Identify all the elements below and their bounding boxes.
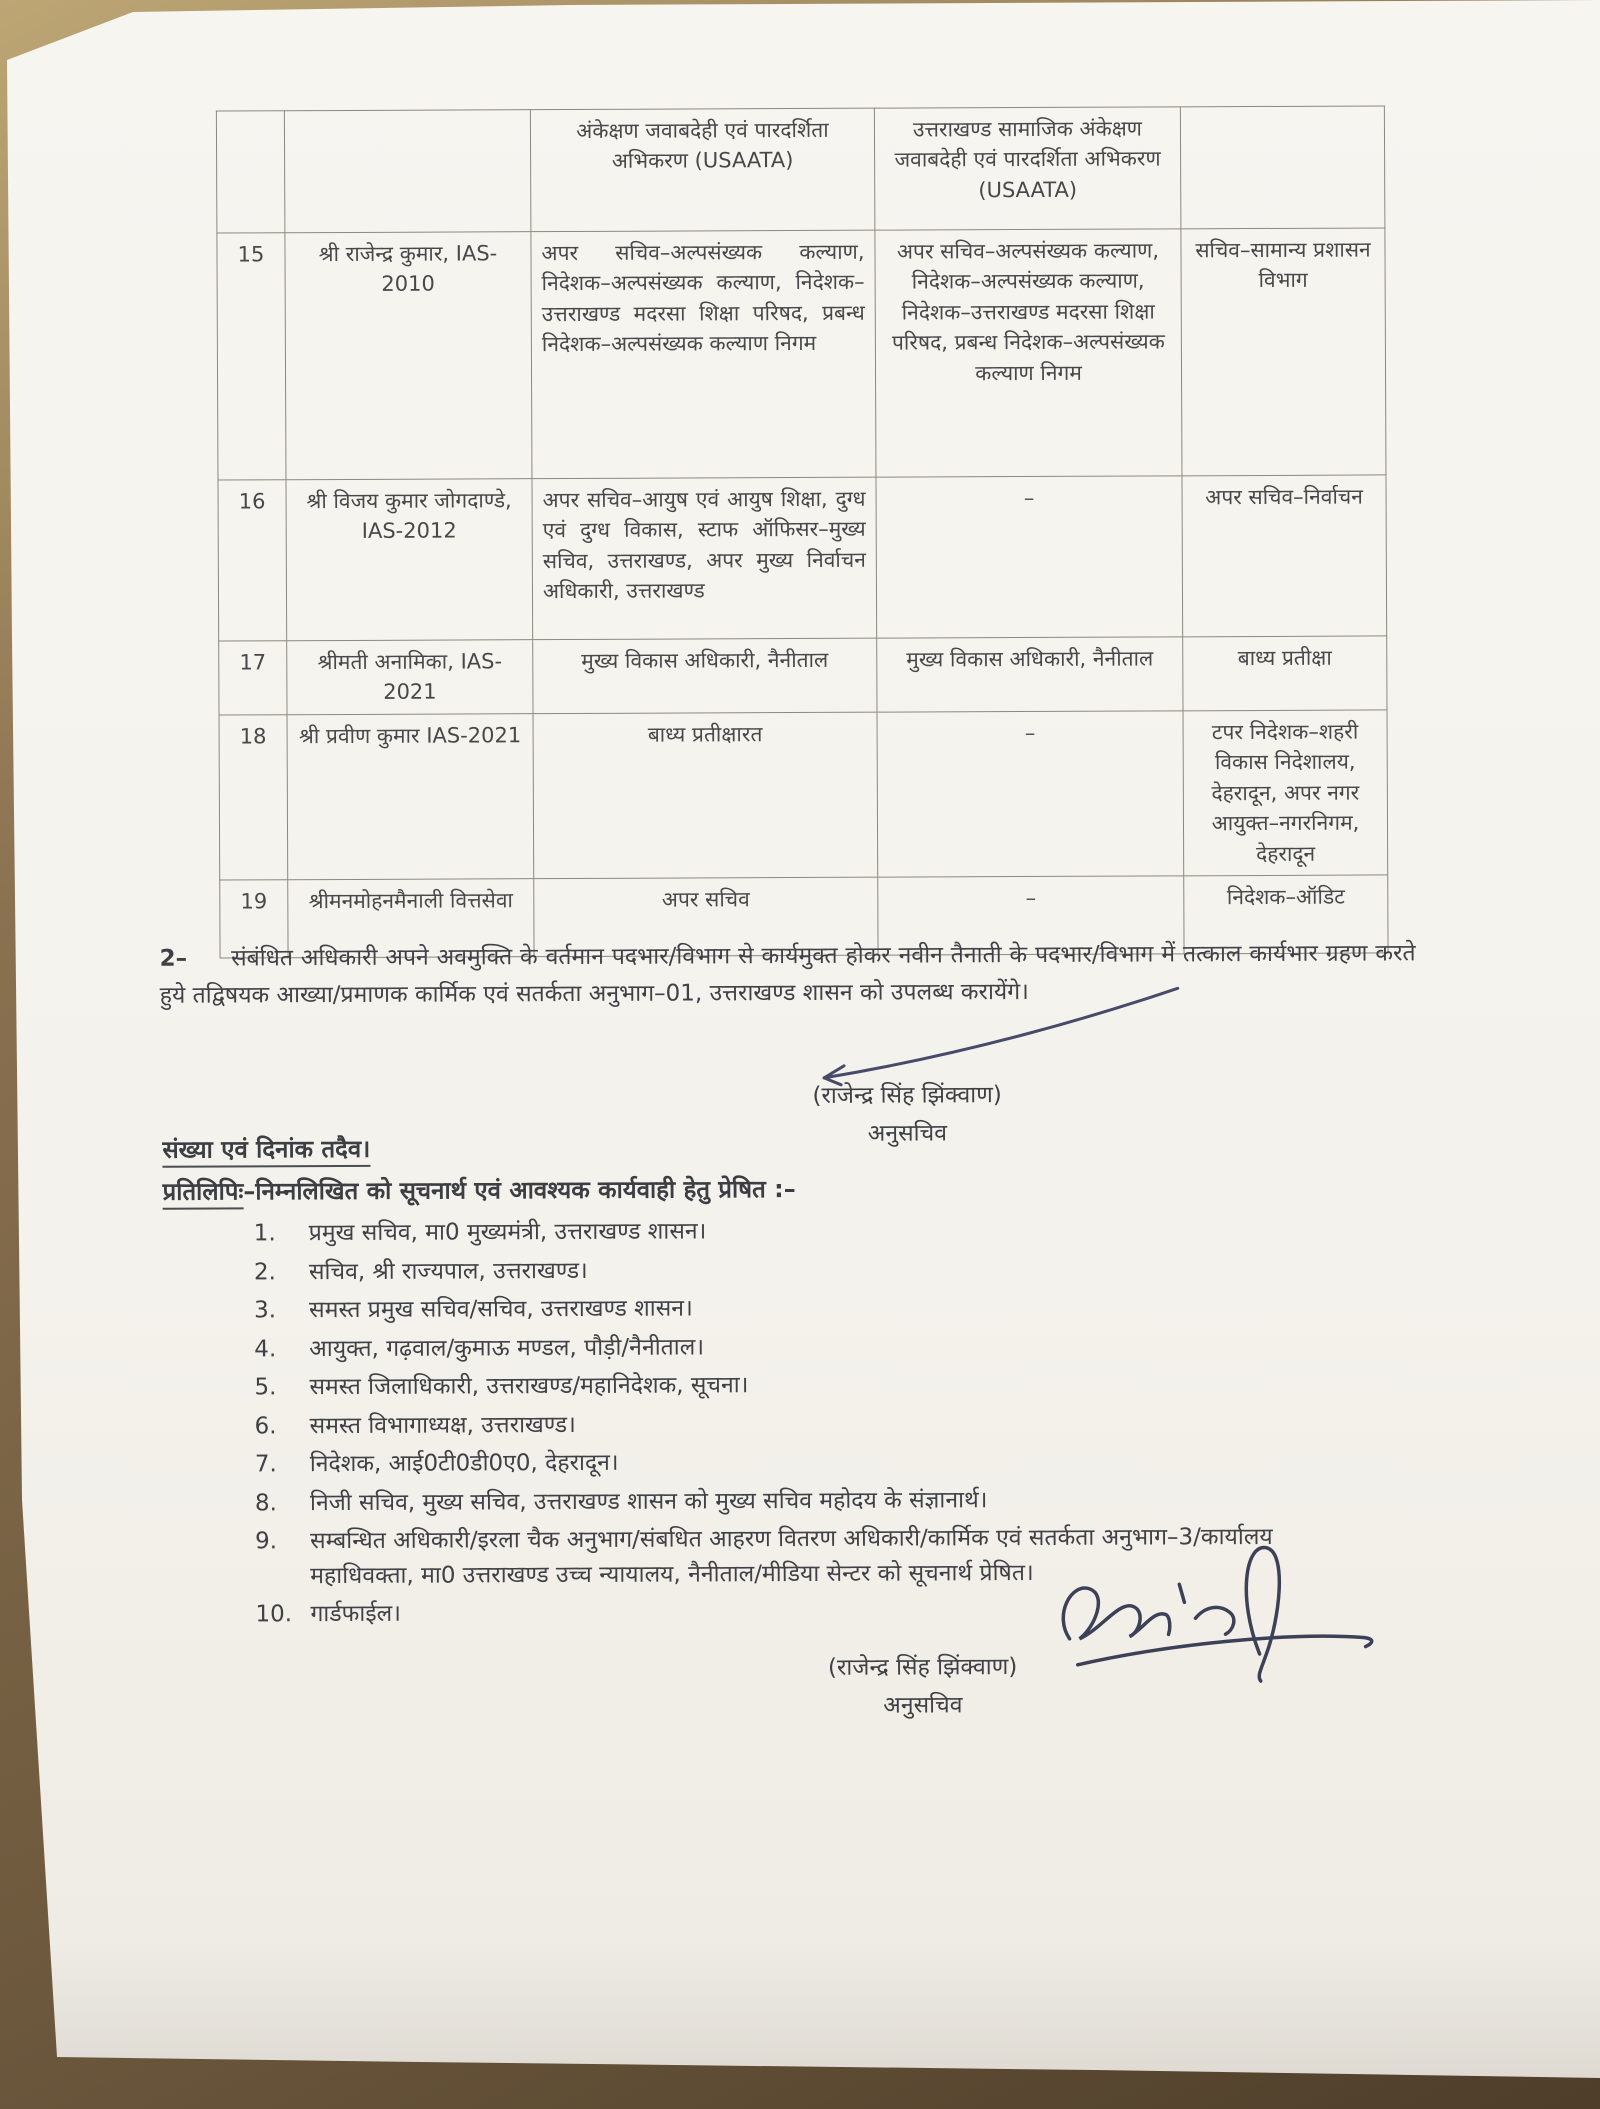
number-date-line: संख्या एवं दिनांक तदैव। bbox=[162, 1132, 370, 1166]
list-item: 5. समस्त जिलाधिकारी, उत्तराखण्ड/महानिदेशक, सूचना। bbox=[254, 1372, 749, 1401]
cell-serial: 17 bbox=[219, 641, 287, 715]
cell-serial bbox=[216, 111, 285, 233]
signatory-block-top bbox=[757, 1077, 1057, 1148]
cell-released-post: अपर सचिव–अल्पसंख्यक कल्याण, निदेशक–अल्पसंख्यक कल्याण, निदेशक–उत्तराखण्ड मदरसा शिक्षा परिषद, प्रबन्ध निदेशक–अल्पसंख्यक कल्याण निगम bbox=[875, 229, 1182, 477]
handwritten-signature bbox=[1047, 1525, 1378, 1686]
signatory-block-bottom bbox=[773, 1649, 1073, 1720]
list-item: 1. प्रमुख सचिव, मा0 मुख्यमंत्री, उत्तराखण्ड शासन। bbox=[253, 1218, 707, 1247]
cell-released-post: – bbox=[876, 476, 1183, 638]
list-item: 7. निदेशक, आई0टी0डी0ए0, देहरादून। bbox=[254, 1449, 619, 1478]
cell-released-post: मुख्य विकास अधिकारी, नैनीताल bbox=[877, 637, 1183, 712]
copy-to-rest: –निम्नलिखित को सूचनार्थ एवं आवश्यक कार्यवाही हेतु प्रेषित :– bbox=[243, 1175, 796, 1206]
list-item: 8. निजी सचिव, मुख्य सचिव, उत्तराखण्ड शासन को मुख्य सचिव महोदय के संज्ञानार्थ। bbox=[254, 1486, 988, 1516]
officer-transfer-table bbox=[216, 105, 1389, 958]
list-item: 3. समस्त प्रमुख सचिव/सचिव, उत्तराखण्ड शासन। bbox=[254, 1295, 693, 1324]
cell-current-post: अंकेक्षण जवाबदेही एवं पारदर्शिता अभिकरण (USAATA) bbox=[530, 108, 875, 231]
signatory-designation: अनुसचिव bbox=[867, 1120, 948, 1147]
signatory-name: (राजेन्द्र सिंह झिंक्वाण) bbox=[812, 1082, 1002, 1109]
cell-released-post: – bbox=[877, 711, 1184, 878]
cell-current-post: अपर सचिव–आयुष एवं आयुष शिक्षा, दुग्ध एवं दुग्ध विकास, स्टाफ ऑफिसर–मुख्य सचिव, उत्तराखण्ड, अपर मुख्य निर्वाचन अधिकारी, उत्तराखण्ड bbox=[532, 477, 877, 639]
cell-new-posting: बाध्य प्रतीक्षा bbox=[1183, 636, 1387, 711]
cell-serial: 18 bbox=[219, 715, 288, 880]
copy-to-heading bbox=[163, 1169, 1433, 1208]
cell-new-posting bbox=[1180, 106, 1385, 229]
cell-name bbox=[284, 110, 531, 233]
cell-released-post: – bbox=[878, 876, 1184, 955]
paragraph-text: संबंधित अधिकारी अपने अवमुक्ति के वर्तमान पदभार/विभाग से कार्यमुक्त होकर नवीन तैनाती के पदभार/विभाग में तत्काल कार्यभार ग्रहण करते हुये तद्विषयक आख्या/प्रमाणक कार्मिक एवं सतर्कता अनुभाग–01, उत्तराखण्ड शासन को उपलब्ध करायेंगे। bbox=[159, 940, 1416, 1009]
list-item: 4. आयुक्त, गढ़वाल/कुमाऊ मण्डल, पौड़ी/नैनीताल। bbox=[254, 1333, 705, 1362]
cell-current-post: बाध्य प्रतीक्षारत bbox=[533, 712, 878, 879]
pen-stroke-arrow bbox=[800, 980, 1190, 1092]
list-item: 2. सचिव, श्री राज्यपाल, उत्तराखण्ड। bbox=[253, 1257, 588, 1285]
cell-serial: 15 bbox=[217, 233, 286, 480]
copy-to-label: प्रतिलिपिः bbox=[163, 1177, 244, 1209]
paragraph-number: 2– bbox=[159, 945, 188, 972]
list-item: 9. सम्बन्धित अधिकारी/इरला चैक अनुभाग/संबधित आहरण वितरण अधिकारी/कार्मिक एवं सतर्कता अनुभाग–3/कार्यालय महाधिवक्ता, मा0 उत्तराखण्ड उच्च न्यायालय, नैनीताल/मीडिया सेन्टर को सूचनार्थ प्रेषित। bbox=[255, 1523, 1273, 1589]
table-row bbox=[219, 710, 1388, 880]
cell-name: श्रीमनमोहनमैनाली वित्तसेवा bbox=[288, 879, 534, 958]
cell-new-posting: अपर सचिव–निर्वाचन bbox=[1182, 475, 1387, 637]
table-row-carryover bbox=[216, 106, 1385, 233]
signatory-name: (राजेन्द्र सिंह झिंक्वाण) bbox=[827, 1654, 1018, 1681]
table-row bbox=[218, 475, 1387, 641]
table-row bbox=[217, 228, 1386, 480]
signatory-designation: अनुसचिव bbox=[883, 1692, 963, 1719]
cell-serial: 16 bbox=[218, 480, 287, 641]
cell-new-posting: सचिव–सामान्य प्रशासन विभाग bbox=[1181, 228, 1386, 476]
table-row bbox=[219, 636, 1387, 715]
cell-name: श्रीमती अनामिका, IAS-2021 bbox=[287, 640, 533, 715]
list-item: 10. गार्डफाईल। bbox=[255, 1600, 402, 1628]
cell-current-post: अपर सचिव–अल्पसंख्यक कल्याण, निदेशक–अल्पसंख्यक कल्याण, निदेशक–उत्तराखण्ड मदरसा शिक्षा परिषद, प्रबन्ध निदेशक–अल्पसंख्यक कल्याण निगम bbox=[531, 230, 876, 478]
cell-name: श्री विजय कुमार जोगदाण्डे, IAS-2012 bbox=[286, 479, 533, 641]
list-item: 6. समस्त विभागाध्यक्ष, उत्तराखण्ड। bbox=[254, 1411, 576, 1439]
cell-name: श्री प्रवीण कुमार IAS-2021 bbox=[287, 714, 534, 880]
cell-released-post: उत्तराखण्ड सामाजिक अंकेक्षण जवाबदेही एवं पारदर्शिता अभिकरण (USAATA) bbox=[874, 107, 1181, 230]
cell-name: श्री राजेन्द्र कुमार, IAS-2010 bbox=[285, 232, 532, 480]
paragraph-2 bbox=[159, 935, 1415, 1014]
cell-serial: 19 bbox=[220, 880, 288, 958]
cell-new-posting: टपर निदेशक–शहरी विकास निदेशालय, देहरादून, अपर नगर आयुक्त–नगरनिगम, देहरादून bbox=[1183, 710, 1388, 876]
cell-new-posting: निदेशक–ऑडिट bbox=[1184, 875, 1388, 954]
cell-current-post: अपर सचिव bbox=[534, 877, 878, 957]
cell-current-post: मुख्य विकास अधिकारी, नैनीताल bbox=[533, 638, 877, 713]
